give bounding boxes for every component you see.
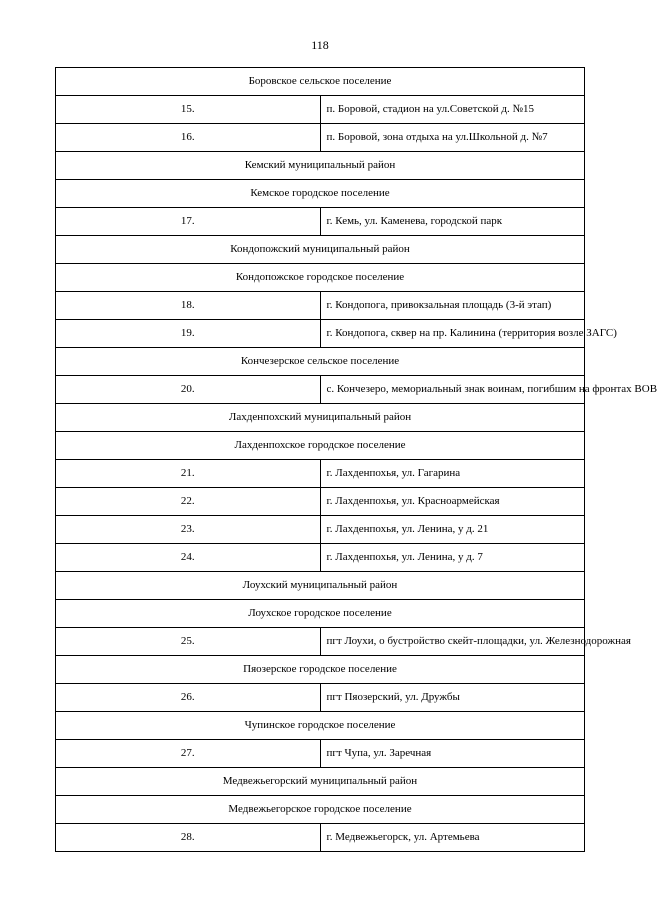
row-number: 20.: [56, 376, 321, 404]
section-header: Кондопожский муниципальный район: [56, 236, 585, 264]
row-number: 24.: [56, 544, 321, 572]
section-header: Медвежьегорское городское поселение: [56, 796, 585, 824]
section-header-row: [56, 68, 585, 96]
location-description: г. Лахденпохья, ул. Гагарина: [320, 460, 585, 488]
row-number: 22.: [56, 488, 321, 516]
table-row: [56, 208, 585, 236]
location-description: г. Лахденпохья, ул. Ленина, у д. 7: [320, 544, 585, 572]
row-number: 18.: [56, 292, 321, 320]
table-row: [56, 376, 585, 404]
table-row: [56, 516, 585, 544]
section-header-row: [56, 768, 585, 796]
section-header: Лоухский муниципальный район: [56, 572, 585, 600]
section-header-row: [56, 796, 585, 824]
row-number: 25.: [56, 628, 321, 656]
table-row: [56, 824, 585, 852]
table-row: [56, 544, 585, 572]
table-row: [56, 684, 585, 712]
location-description: п. Боровой, стадион на ул.Советской д. №15: [320, 96, 585, 124]
row-number: 15.: [56, 96, 321, 124]
section-header: Боровское сельское поселение: [56, 68, 585, 96]
row-number: 21.: [56, 460, 321, 488]
section-header: Кондопожское городское поселение: [56, 264, 585, 292]
locations-table: [55, 67, 657, 852]
row-number: 26.: [56, 684, 321, 712]
section-header-row: [56, 404, 585, 432]
table-row: [56, 460, 585, 488]
section-header-row: [56, 152, 585, 180]
location-description: г. Лахденпохья, ул. Красноармейская: [320, 488, 585, 516]
location-description: с. Кончезеро, мемориальный знак воинам, погибшим на фронтах ВОВ: [320, 376, 585, 404]
row-number: 19.: [56, 320, 321, 348]
table-row: [56, 96, 585, 124]
section-header: Медвежьегорский муниципальный район: [56, 768, 585, 796]
row-number: 17.: [56, 208, 321, 236]
section-header: Лахденпохское городское поселение: [56, 432, 585, 460]
section-header: Лоухское городское поселение: [56, 600, 585, 628]
location-description: пгт Пяозерский, ул. Дружбы: [320, 684, 585, 712]
location-description: п. Боровой, зона отдыха на ул.Школьной д. №7: [320, 124, 585, 152]
location-description: пгт Чупа, ул. Заречная: [320, 740, 585, 768]
section-header: Кемское городское поселение: [56, 180, 585, 208]
table-row: [56, 292, 585, 320]
location-description: г. Кондопога, сквер на пр. Калинина (территория возле ЗАГС): [320, 320, 585, 348]
section-header: Лахденпохский муниципальный район: [56, 404, 585, 432]
location-description: г. Лахденпохья, ул. Ленина, у д. 21: [320, 516, 585, 544]
section-header: Пяозерское городское поселение: [56, 656, 585, 684]
section-header-row: [56, 264, 585, 292]
section-header-row: [56, 236, 585, 264]
table-row: [56, 740, 585, 768]
section-header-row: [56, 712, 585, 740]
locations-table-body: [56, 68, 657, 852]
section-header-row: [56, 600, 585, 628]
row-number: 27.: [56, 740, 321, 768]
section-header-row: [56, 432, 585, 460]
page-number: 118: [311, 38, 329, 52]
location-description: г. Кондопога, привокзальная площадь (3-й этап): [320, 292, 585, 320]
section-header-row: [56, 656, 585, 684]
section-header: Чупинское городское поселение: [56, 712, 585, 740]
table-row: [56, 320, 585, 348]
location-description: г. Медвежьегорск, ул. Артемьева: [320, 824, 585, 852]
section-header-row: [56, 180, 585, 208]
row-number: 16.: [56, 124, 321, 152]
table-row: [56, 124, 585, 152]
section-header-row: [56, 348, 585, 376]
location-description: г. Кемь, ул. Каменева, городской парк: [320, 208, 585, 236]
section-header: Кемский муниципальный район: [56, 152, 585, 180]
location-description: пгт Лоухи, о бустройство скейт-площадки, ул. Железнодорожная: [320, 628, 585, 656]
row-number: 23.: [56, 516, 321, 544]
section-header: Кончезерское сельское поселение: [56, 348, 585, 376]
row-number: 28.: [56, 824, 321, 852]
table-row: [56, 628, 585, 656]
section-header-row: [56, 572, 585, 600]
table-row: [56, 488, 585, 516]
